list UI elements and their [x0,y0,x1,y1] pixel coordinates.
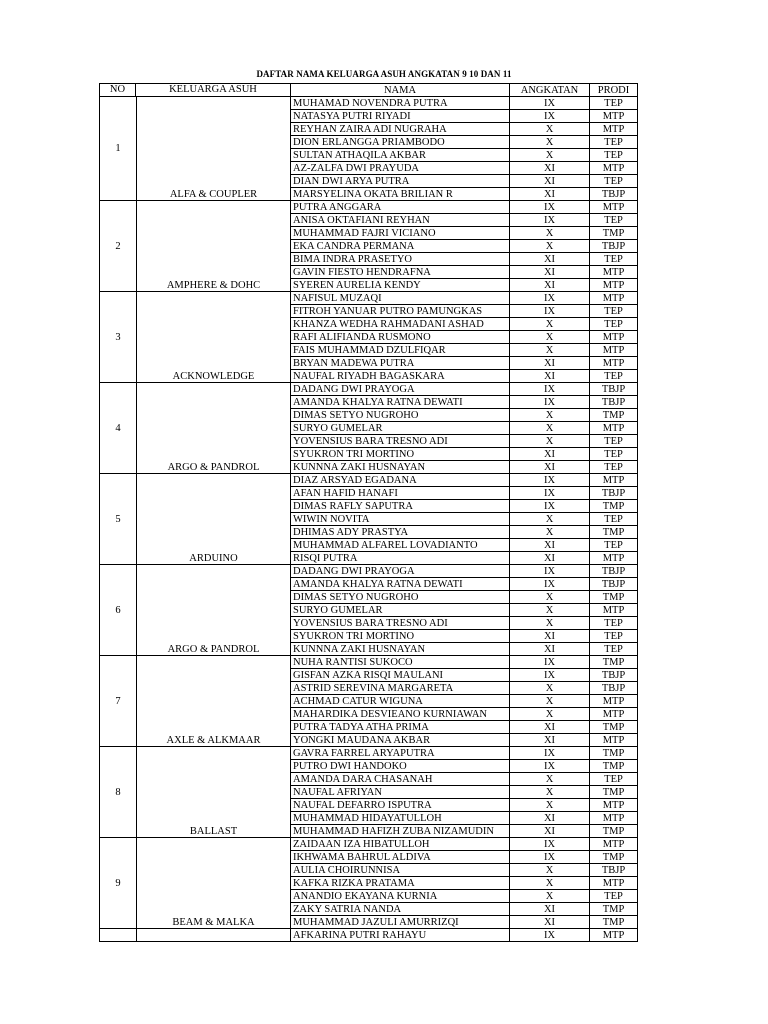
family-name: ARGO & PANDROL [167,644,260,655]
member-angkatan: IX [510,929,590,942]
member-angkatan: XI [510,357,590,370]
member-prodi: MTP [590,162,638,175]
member-name: DIMAS RAFLY SAPUTRA [291,500,510,513]
member-prodi: TEP [590,136,638,149]
table-row [100,201,638,214]
header-prodi: PRODI [590,84,638,97]
member-name: MUHAMMAD ALFAREL LOVADIANTO [291,539,510,552]
member-prodi: TEP [590,149,638,162]
member-name: FAIS MUHAMMAD DZULFIQAR [291,344,510,357]
member-prodi: TMP [590,786,638,799]
family-number: 8 [115,786,121,798]
table-row [100,838,638,851]
member-angkatan: IX [510,760,590,773]
family-name: ALFA & COUPLER [169,189,258,200]
member-name: ASTRID SEREVINA MARGARETA [291,682,510,695]
member-name: SYEREN AURELIA KENDY [291,279,510,292]
member-prodi: MTP [590,708,638,721]
member-prodi: TMP [590,760,638,773]
member-angkatan: X [510,344,590,357]
family-name: ACKNOWLEDGE [172,371,255,382]
member-prodi: TMP [590,903,638,916]
member-angkatan: X [510,435,590,448]
member-name: NAUFAL RIYADH BAGASKARA [291,370,510,383]
table-row [100,656,638,669]
member-prodi: MTP [590,734,638,747]
member-prodi: TBJP [590,188,638,201]
member-name: ZAIDAAN IZA HIBATULLOH [291,838,510,851]
member-angkatan: XI [510,643,590,656]
member-angkatan: X [510,695,590,708]
member-prodi: MTP [590,474,638,487]
member-angkatan: X [510,682,590,695]
member-angkatan: XI [510,630,590,643]
member-angkatan: IX [510,851,590,864]
member-name: AMANDA KHALYA RATNA DEWATI [291,578,510,591]
member-angkatan: X [510,890,590,903]
family-number: 2 [115,240,121,252]
member-prodi: MTP [590,331,638,344]
family-cell [100,838,291,929]
member-prodi: MTP [590,292,638,305]
member-prodi: TMP [590,851,638,864]
member-angkatan: XI [510,539,590,552]
member-prodi: MTP [590,422,638,435]
member-angkatan: XI [510,916,590,929]
table-row [100,474,638,487]
member-prodi: TEP [590,175,638,188]
member-angkatan: IX [510,383,590,396]
member-prodi: TMP [590,747,638,760]
member-prodi: TEP [590,890,638,903]
member-angkatan: XI [510,370,590,383]
member-angkatan: IX [510,578,590,591]
member-prodi: MTP [590,552,638,565]
member-angkatan: X [510,136,590,149]
member-angkatan: X [510,617,590,630]
member-angkatan: X [510,409,590,422]
member-prodi: MTP [590,838,638,851]
member-angkatan: X [510,864,590,877]
member-angkatan: X [510,604,590,617]
member-prodi: MTP [590,201,638,214]
member-prodi: TBJP [590,669,638,682]
member-name: NAFISUL MUZAQI [291,292,510,305]
header-nama: NAMA [291,84,510,97]
member-prodi: TEP [590,630,638,643]
member-prodi: TEP [590,214,638,227]
member-prodi: MTP [590,604,638,617]
member-name: KHANZA WEDHA RAHMADANI ASHAD [291,318,510,331]
member-angkatan: XI [510,279,590,292]
member-angkatan: XI [510,812,590,825]
member-name: ZAKY SATRIA NANDA [291,903,510,916]
table-row [100,97,638,110]
member-prodi: TMP [590,526,638,539]
member-angkatan: XI [510,188,590,201]
member-angkatan: IX [510,292,590,305]
header-angkatan: ANGKATAN [510,84,590,97]
member-prodi: TMP [590,656,638,669]
member-prodi: TEP [590,435,638,448]
member-prodi: TBJP [590,487,638,500]
member-name: ANISA OKTAFIANI REYHAN [291,214,510,227]
member-name: NUHA RANTISI SUKOCO [291,656,510,669]
member-angkatan: X [510,799,590,812]
member-name: SYUKRON TRI MORTINO [291,448,510,461]
member-prodi: TEP [590,513,638,526]
family-number: 4 [115,422,121,434]
member-name: SURYO GUMELAR [291,422,510,435]
member-prodi: TEP [590,253,638,266]
member-prodi: MTP [590,110,638,123]
member-angkatan: IX [510,305,590,318]
family-cell [100,929,291,942]
member-prodi: MTP [590,695,638,708]
family-cell [100,201,291,292]
member-prodi: MTP [590,344,638,357]
member-angkatan: XI [510,175,590,188]
member-prodi: TBJP [590,578,638,591]
table-row [100,383,638,396]
member-prodi: TMP [590,916,638,929]
member-angkatan: XI [510,721,590,734]
member-name: AFKARINA PUTRI RAHAYU [291,929,510,942]
family-name: BEAM & MALKA [172,917,255,928]
family-name: ARDUINO [189,553,238,564]
member-name: MAHARDIKA DESVIEANO KURNIAWAN [291,708,510,721]
member-angkatan: X [510,773,590,786]
member-name: SULTAN ATHAQILA AKBAR [291,149,510,162]
member-prodi: TEP [590,97,638,110]
header-keluarga-label: KELUARGA ASUH [169,84,257,95]
family-cell [100,747,291,838]
member-name: DIAZ ARSYAD EGADANA [291,474,510,487]
member-angkatan: X [510,123,590,136]
roster-body [100,97,638,942]
member-angkatan: X [510,513,590,526]
member-prodi: TEP [590,461,638,474]
member-name: KAFKA RIZKA PRATAMA [291,877,510,890]
member-name: MUHAMMAD JAZULI AMURRIZQI [291,916,510,929]
member-name: REYHAN ZAIRA ADI NUGRAHA [291,123,510,136]
member-name: SYUKRON TRI MORTINO [291,630,510,643]
member-name: YONGKI MAUDANA AKBAR [291,734,510,747]
member-name: PUTRA TADYA ATHA PRIMA [291,721,510,734]
member-prodi: TEP [590,448,638,461]
member-name: PUTRA ANGGARA [291,201,510,214]
member-name: NAUFAL AFRIYAN [291,786,510,799]
family-cell [100,292,291,383]
member-angkatan: IX [510,669,590,682]
member-angkatan: XI [510,825,590,838]
member-prodi: TMP [590,409,638,422]
member-name: DIMAS SETYO NUGROHO [291,591,510,604]
member-name: NATASYA PUTRI RIYADI [291,110,510,123]
family-number: 1 [115,143,121,154]
member-name: DHIMAS ADY PRASTYA [291,526,510,539]
member-prodi: TEP [590,617,638,630]
family-number: 7 [115,695,121,707]
member-name: IKHWAMA BAHRUL ALDIVA [291,851,510,864]
family-number: 6 [115,604,121,616]
member-name: NAUFAL DEFARRO ISPUTRA [291,799,510,812]
member-prodi: TBJP [590,240,638,253]
member-angkatan: X [510,591,590,604]
member-name: ACHMAD CATUR WIGUNA [291,695,510,708]
member-name: WIWIN NOVITA [291,513,510,526]
member-angkatan: X [510,149,590,162]
member-name: SURYO GUMELAR [291,604,510,617]
family-cell [100,383,291,474]
member-name: DION ERLANGGA PRIAMBODO [291,136,510,149]
member-name: FITROH YANUAR PUTRO PAMUNGKAS [291,305,510,318]
member-prodi: TBJP [590,682,638,695]
member-prodi: TMP [590,227,638,240]
member-name: AMANDA KHALYA RATNA DEWATI [291,396,510,409]
document-title: DAFTAR NAMA KELUARGA ASUH ANGKATAN 9 10 DAN 11 [256,69,512,79]
member-prodi: TMP [590,500,638,513]
member-prodi: MTP [590,812,638,825]
family-number: 9 [115,877,121,889]
table-row [100,747,638,760]
family-number: 3 [115,331,121,343]
member-prodi: TEP [590,305,638,318]
member-prodi: MTP [590,799,638,812]
member-name: YOVENSIUS BARA TRESNO ADI [291,435,510,448]
member-name: PUTRO DWI HANDOKO [291,760,510,773]
member-name: DIMAS SETYO NUGROHO [291,409,510,422]
table-row [100,292,638,305]
member-angkatan: XI [510,552,590,565]
member-name: KUNNNA ZAKI HUSNAYAN [291,461,510,474]
member-name: MARSYELINA OKATA BRILIAN R [291,188,510,201]
member-name: AZ-ZALFA DWI PRAYUDA [291,162,510,175]
member-angkatan: IX [510,474,590,487]
member-angkatan: IX [510,214,590,227]
member-prodi: TEP [590,773,638,786]
member-name: BIMA INDRA PRASETYO [291,253,510,266]
member-angkatan: IX [510,656,590,669]
member-prodi: TBJP [590,565,638,578]
member-name: MUHAMAD NOVENDRA PUTRA [291,97,510,110]
member-name: GAVIN FIESTO HENDRAFNA [291,266,510,279]
member-name: BRYAN MADEWA PUTRA [291,357,510,370]
member-angkatan: X [510,708,590,721]
member-angkatan: X [510,331,590,344]
member-prodi: TMP [590,721,638,734]
header-no-label: NO [100,84,136,96]
member-prodi: TBJP [590,396,638,409]
member-prodi: MTP [590,877,638,890]
member-prodi: TMP [590,825,638,838]
member-name: DIAN DWI ARYA PUTRA [291,175,510,188]
member-angkatan: IX [510,97,590,110]
member-angkatan: IX [510,747,590,760]
member-name: DADANG DWI PRAYOGA [291,383,510,396]
family-cell [100,474,291,565]
member-name: MUHAMMAD HIDAYATULLOH [291,812,510,825]
roster-table [99,83,638,942]
member-angkatan: XI [510,266,590,279]
member-angkatan: X [510,240,590,253]
table-row [100,929,638,942]
family-name: ARGO & PANDROL [167,462,260,473]
member-angkatan: IX [510,201,590,214]
member-prodi: MTP [590,279,638,292]
family-name: BALLAST [189,826,238,837]
header-no [100,84,291,97]
member-angkatan: IX [510,110,590,123]
member-angkatan: IX [510,500,590,513]
member-angkatan: XI [510,461,590,474]
member-angkatan: XI [510,162,590,175]
member-name: AMANDA DARA CHASANAH [291,773,510,786]
family-number: 5 [115,513,121,525]
member-prodi: TEP [590,643,638,656]
member-name: GAVRA FARREL ARYAPUTRA [291,747,510,760]
header-row [100,84,638,97]
member-name: AULIA CHOIRUNNISA [291,864,510,877]
member-prodi: MTP [590,357,638,370]
member-prodi: TEP [590,318,638,331]
member-name: KUNNNA ZAKI HUSNAYAN [291,643,510,656]
member-prodi: MTP [590,123,638,136]
table-row [100,565,638,578]
member-name: GISFAN AZKA RISQI MAULANI [291,669,510,682]
member-prodi: TEP [590,370,638,383]
member-angkatan: X [510,786,590,799]
member-angkatan: X [510,422,590,435]
family-name: AMPHERE & DOHC [166,280,261,291]
member-prodi: MTP [590,266,638,279]
family-cell [100,656,291,747]
member-name: MUHAMMAD FAJRI VICIANO [291,227,510,240]
member-angkatan: IX [510,396,590,409]
member-name: DADANG DWI PRAYOGA [291,565,510,578]
member-angkatan: XI [510,734,590,747]
member-name: ANANDIO EKAYANA KURNIA [291,890,510,903]
member-prodi: TMP [590,591,638,604]
member-angkatan: IX [510,838,590,851]
member-angkatan: X [510,877,590,890]
member-prodi: TBJP [590,383,638,396]
member-angkatan: X [510,318,590,331]
family-cell [100,97,291,201]
member-name: AFAN HAFID HANAFI [291,487,510,500]
family-name: AXLE & ALKMAAR [166,735,261,746]
member-name: YOVENSIUS BARA TRESNO ADI [291,617,510,630]
member-prodi: TEP [590,539,638,552]
member-name: RISQI PUTRA [291,552,510,565]
member-angkatan: XI [510,253,590,266]
member-angkatan: X [510,227,590,240]
member-angkatan: XI [510,448,590,461]
member-angkatan: IX [510,487,590,500]
member-prodi: TBJP [590,864,638,877]
member-angkatan: X [510,526,590,539]
member-name: RAFI ALIFIANDA RUSMONO [291,331,510,344]
member-angkatan: IX [510,565,590,578]
member-angkatan: XI [510,903,590,916]
member-name: EKA CANDRA PERMANA [291,240,510,253]
member-name: MUHAMMAD HAFIZH ZUBA NIZAMUDIN [291,825,510,838]
member-prodi: MTP [590,929,638,942]
family-cell [100,565,291,656]
